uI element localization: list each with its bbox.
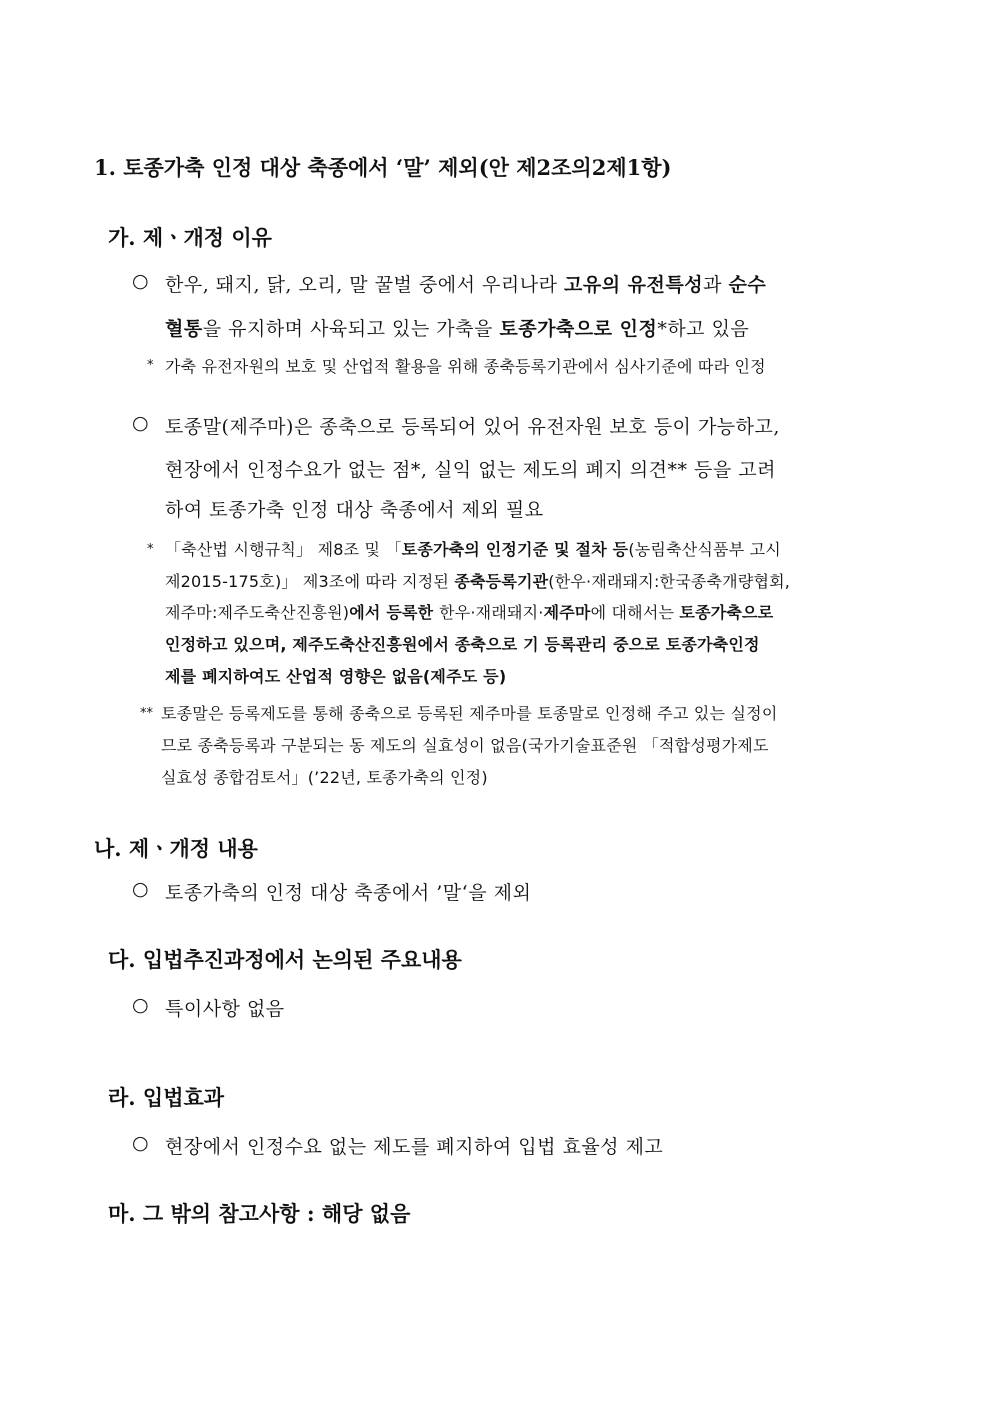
section-heading-na: 나. 제ㆍ개정 내용: [94, 836, 258, 861]
footnote-line: 므로 종축등록과 구분되는 동 제도의 실효성이 없음(국가기술표준원 「적합성평가제도: [161, 736, 769, 755]
section-heading-da: 다. 입법추진과정에서 논의된 주요내용: [108, 947, 462, 972]
paragraph-line: 현장에서 인정수요 없는 제도를 폐지하여 입법 효율성 제고: [165, 1136, 664, 1158]
paragraph-line: 하여 토종가축 인정 대상 축종에서 제외 필요: [165, 499, 544, 521]
footnote-line: 실효성 종합검토서」(’22년, 토종가축의 인정): [161, 768, 488, 787]
footnote-line: 제2015-175호)」 제3조에 따라 지정된 종축등록기관(한우·재래돼지:한국종축개량협회,: [165, 572, 791, 591]
bullet-icon: ○: [132, 994, 149, 1016]
footnote: 가축 유전자원의 보호 및 산업적 활용을 위해 종축등록기관에서 심사기준에 따라 인정: [165, 357, 766, 376]
footnote-line: 「축산법 시행규칙」 제8조 및 「토종가축의 인정기준 및 절차 등(농림축산식품부 고시: [165, 540, 781, 559]
paragraph-line: 혈통을 유지하며 사육되고 있는 가축을 토종가축으로 인정*하고 있음: [165, 318, 750, 340]
footnote-line: 인정하고 있으며, 제주도축산진흥원에서 종축으로 기 등록관리 중으로 토종가축인정: [165, 635, 760, 654]
footnote-mark: *: [147, 542, 154, 557]
footnote-mark: **: [140, 706, 153, 721]
footnote-line: 토종말은 등록제도를 통해 종축으로 등록된 제주마를 토종말로 인정해 주고 있는 실정이: [161, 704, 778, 723]
bullet-icon: ○: [132, 412, 149, 434]
paragraph-line: 특이사항 없음: [165, 998, 285, 1020]
footnote-line: 제주마:제주도축산진흥원)에서 등록한 한우·재래돼지·제주마에 대해서는 토종가축으로: [165, 603, 774, 622]
paragraph-line: 토종말(제주마)은 종축으로 등록되어 있어 유전자원 보호 등이 가능하고,: [165, 416, 780, 438]
section-heading-ma: 마. 그 밖의 참고사항 : 해당 없음: [108, 1201, 411, 1226]
paragraph-line: 현장에서 인정수요가 없는 점*, 실익 없는 제도의 폐지 의견** 등을 고려: [165, 459, 776, 481]
page-title: 1. 토종가축 인정 대상 축종에서 ‘말’ 제외(안 제2조의2제1항): [94, 155, 672, 180]
bullet-icon: ○: [132, 1132, 149, 1154]
paragraph-line: 한우, 돼지, 닭, 오리, 말 꿀벌 중에서 우리나라 고유의 유전특성과 순수: [165, 274, 767, 296]
section-heading-ga: 가. 제ㆍ개정 이유: [108, 225, 272, 250]
footnote-line: 제를 폐지하여도 산업적 영향은 없음(제주도 등): [165, 667, 507, 686]
bullet-icon: ○: [132, 270, 149, 292]
bullet-icon: ○: [132, 878, 149, 900]
footnote-mark: *: [147, 358, 154, 373]
paragraph-line: 토종가축의 인정 대상 축종에서 ’말‘을 제외: [165, 882, 532, 904]
section-heading-ra: 라. 입법효과: [108, 1085, 225, 1110]
